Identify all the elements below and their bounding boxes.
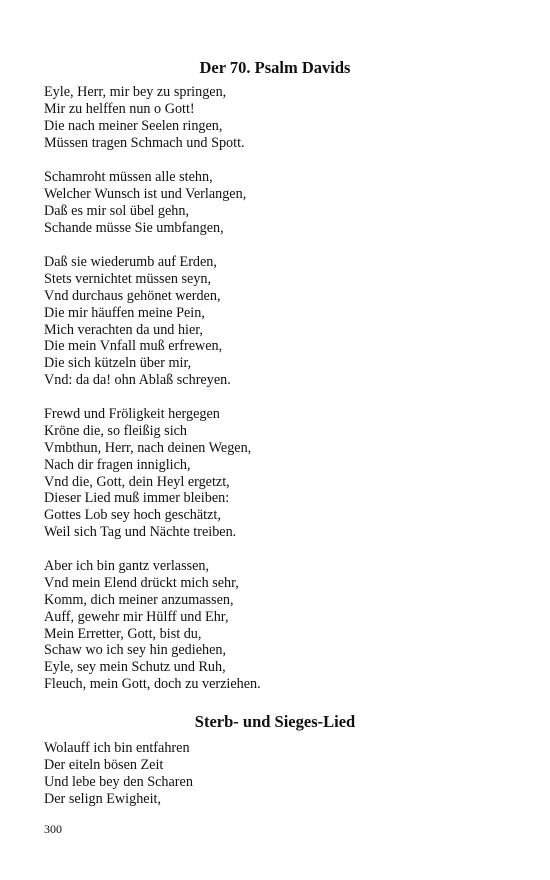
- verse-line: Eyle, sey mein Schutz und Ruh,: [44, 659, 226, 676]
- verse-line: Mich verachten da und hier,: [44, 321, 203, 338]
- verse-line: Fleuch, mein Gott, doch zu verziehen.: [44, 676, 261, 693]
- verse-line: Der eiteln bösen Zeit: [44, 756, 164, 773]
- verse-line: Der selign Ewigheit,: [44, 790, 162, 807]
- verse-line: Aber ich bin gantz verlassen,: [44, 558, 210, 574]
- verse-line: Vnd: da da! ohn Ablaß schreyen.: [44, 372, 231, 389]
- stanza: [44, 406, 251, 541]
- verse-line: Die nach meiner Seelen ringen,: [44, 117, 223, 134]
- verse-line: Schande müsse Sie umbfangen,: [44, 219, 224, 236]
- verse-line: Auff, gewehr mir Hülff und Ehr,: [44, 608, 229, 625]
- verse-line: Schaw wo ich sey hin gediehen,: [44, 642, 227, 659]
- verse-line: Daß sie wiederumb auf Erden,: [44, 254, 217, 270]
- verse-line: Stets vernichtet müssen seyn,: [44, 270, 212, 287]
- verse-line: Vmbthun, Herr, nach deinen Wegen,: [44, 439, 252, 456]
- stanza: [44, 169, 246, 237]
- verse-line: Vnd durchaus gehönet werden,: [44, 287, 221, 304]
- verse-line: Die mein Vnfall muß erfrewen,: [44, 338, 223, 355]
- verse-line: Vnd die, Gott, dein Heyl ergetzt,: [44, 473, 230, 490]
- stanza: [44, 740, 193, 808]
- verse-line: Weil sich Tag und Nächte treiben.: [44, 524, 237, 541]
- verse-line: Eyle, Herr, mir bey zu springen,: [44, 84, 227, 100]
- poem-title: Sterb- und Sieges-Lied: [194, 712, 356, 731]
- verse-line: Und lebe bey den Scharen: [44, 773, 193, 790]
- poem-title: Der 70. Psalm Davids: [199, 58, 351, 77]
- verse-line: Kröne die, so fleißig sich: [44, 422, 188, 439]
- verse-line: Schamroht müssen alle stehn,: [44, 169, 213, 185]
- verse-line: Mein Erretter, Gott, bist du,: [44, 625, 202, 642]
- verse-line: Gottes Lob sey hoch geschätzt,: [44, 507, 221, 524]
- stanza: [44, 558, 261, 693]
- verse-line: Frewd und Fröligkeit hergegen: [44, 406, 220, 422]
- verse-line: Die mir häuffen meine Pein,: [44, 304, 205, 321]
- verse-line: Müssen tragen Schmach und Spott.: [44, 134, 245, 151]
- verse-line: Die sich kützeln über mir,: [44, 355, 192, 372]
- verse-line: Daß es mir sol übel gehn,: [44, 202, 189, 219]
- stanza: [44, 254, 231, 389]
- verse-line: Wolauff ich bin entfahren: [44, 740, 190, 756]
- verse-line: Mir zu helffen nun o Gott!: [44, 100, 195, 117]
- page-number: 300: [44, 822, 62, 836]
- verse-line: Komm, dich meiner anzumassen,: [44, 591, 234, 608]
- verse-line: Nach dir fragen inniglich,: [44, 456, 191, 473]
- verse-line: Dieser Lied muß immer bleiben:: [44, 490, 230, 507]
- stanza: [44, 84, 245, 152]
- verse-line: Vnd mein Elend drückt mich sehr,: [44, 574, 239, 591]
- verse-line: Welcher Wunsch ist und Verlangen,: [44, 185, 247, 202]
